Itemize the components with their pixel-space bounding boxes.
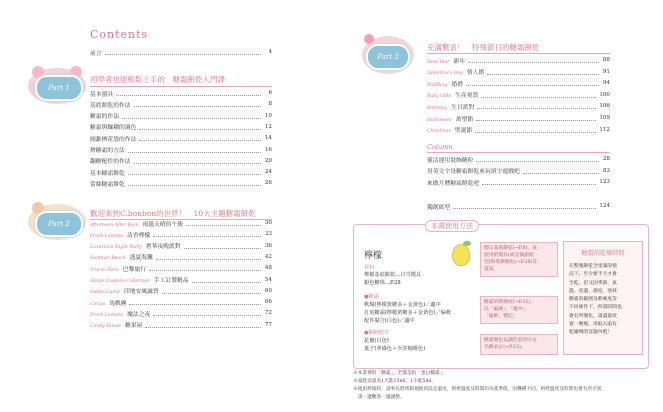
- toc-entry-title: [90, 122, 136, 131]
- footnote-1: ※本書裡的「糖霜」，全都是指「蛋白糖霜」。: [353, 371, 447, 376]
- drying-time-line: 糖霜的範圍及軟硬度等: [569, 297, 617, 303]
- leader-dots: [128, 169, 261, 175]
- toc-entry-title: [90, 264, 146, 273]
- drying-time-box: [563, 241, 643, 355]
- leader-dots: [482, 179, 596, 185]
- toc-entry[interactable]: [90, 286, 272, 296]
- toc-entry-english: Trip to Paris: [90, 267, 119, 273]
- toc-entry-label: 奢華夜晚派對: [145, 244, 181, 251]
- toc-page: 94: [602, 80, 610, 87]
- toc-page: 30: [264, 220, 272, 226]
- toc-entry-title: [427, 56, 465, 65]
- toc-entry[interactable]: [90, 156, 272, 166]
- part1-heading: 初學者也能輕鬆上手的 糖霜餅乾入門課: [90, 75, 225, 84]
- toc-entry[interactable]: [427, 55, 610, 65]
- toc-entry-title: [427, 67, 484, 76]
- toc-page: 6: [268, 90, 272, 96]
- toc-page: 24: [264, 169, 272, 176]
- part2-badge-label: Part 2: [35, 211, 83, 237]
- callout-line: 使用的模具(或是獨創紙: [484, 253, 534, 258]
- toc-page: 77: [264, 321, 272, 328]
- toc-entry[interactable]: [90, 167, 272, 177]
- toc-entry-label: 清香檸檬: [127, 232, 151, 239]
- toc-entry-title: [90, 286, 159, 295]
- fondant-label: ●翻糖配件: [364, 330, 390, 336]
- icing-label: ●糖霜: [364, 294, 379, 300]
- toc-entry-title: [90, 156, 131, 165]
- toc-entry-english: Birthday: [427, 105, 448, 111]
- toc-entry-title: [90, 134, 136, 143]
- toc-entry[interactable]: [90, 133, 272, 143]
- divider: [427, 152, 610, 153]
- toc-entry-english: Fresh Lemons: [90, 312, 124, 318]
- toc-entry-title: [427, 178, 479, 187]
- toc-entry[interactable]: [90, 99, 272, 109]
- lemon-icon: [452, 244, 470, 266]
- toc-entry-label: 翻糖配件的作法: [90, 159, 131, 166]
- fondant-line-1: 花瓣(白色): [364, 338, 389, 344]
- toc-entry-label: 糖霜與麵糊的調色: [90, 125, 137, 132]
- toc-entry-title: [90, 145, 125, 154]
- drying-time-line: 況下，至少要半天才會: [569, 272, 617, 278]
- toc-entry-title: [90, 219, 183, 228]
- toc-page: 54: [264, 276, 272, 283]
- toc-entry[interactable]: [427, 90, 610, 100]
- footnote-3: ※使用烤箱時，請事先將烤箱預熱到設定溫度，烘烤溫度及時間均為基準值，因機種不同，烘烤溫度及時間也會有所差異，: [353, 387, 607, 392]
- toc-page: 72: [264, 310, 272, 317]
- toc-entry-label: 萬聖節: [455, 116, 474, 123]
- part1-badge: [22, 66, 92, 108]
- toc-preface[interactable]: [90, 47, 272, 57]
- toc-entry-title: [90, 179, 125, 188]
- toc-entry[interactable]: [90, 241, 272, 251]
- toc-entry-english: Halloween: [427, 117, 452, 123]
- toc-page: 12: [264, 123, 272, 130]
- toc-page: 91: [602, 68, 610, 75]
- toc-entry-label: 糖霜的作法: [90, 114, 119, 121]
- leader-dots: [184, 243, 261, 249]
- footnote-4: 請一邊觀察一邊調整。: [353, 395, 405, 400]
- toc-entry[interactable]: [427, 101, 610, 111]
- leader-dots: [477, 103, 596, 109]
- leader-dots: [476, 156, 599, 162]
- sample-title: 檸檬: [364, 251, 383, 261]
- drying-time-title: 糖霜的乾燥時間: [581, 250, 625, 257]
- leader-dots: [466, 80, 599, 86]
- toc-entry-title: [427, 125, 472, 134]
- toc-entry-title: [90, 89, 113, 98]
- toc-page: 88: [602, 57, 610, 63]
- toc-entry[interactable]: [90, 275, 272, 285]
- callout-color-name: [480, 334, 558, 355]
- column-label: Column: [427, 143, 453, 151]
- toc-page: 42: [264, 253, 272, 260]
- toc-entry-label: 聖誕節: [454, 128, 473, 135]
- materials-label: 材料: [364, 265, 375, 271]
- toc-page: 66: [264, 299, 272, 306]
- drying-time-line: 置一晚後，再取入貼有: [569, 322, 617, 328]
- toc-entry[interactable]: [90, 122, 272, 132]
- toc-entry[interactable]: [90, 320, 272, 330]
- leader-dots: [128, 180, 261, 186]
- toc-entry-title: [90, 298, 126, 307]
- leader-dots: [453, 203, 596, 209]
- leader-dots: [139, 135, 261, 141]
- callout-line: 標示基底餅乾(→P.8)，並: [484, 246, 537, 251]
- toc-entry-label: 魔法之夜: [127, 311, 151, 318]
- toc-entry[interactable]: [90, 263, 272, 273]
- toc-entry-label: 靈活運用裝飾糖粒: [427, 157, 474, 164]
- toc-entry-english: Wedding: [427, 82, 448, 88]
- leader-dots: [145, 322, 261, 328]
- toc-entry-title: [427, 79, 463, 88]
- toc-page: 48: [264, 265, 272, 272]
- callout-line: 糖霜的軟硬度(→P.11)，: [484, 300, 536, 305]
- leader-dots: [468, 57, 599, 63]
- toc-entry-english: Haute Couture Collection: [90, 279, 150, 284]
- callout-line: 「偏軟」標記。: [484, 314, 518, 319]
- toc-entry[interactable]: [90, 229, 272, 239]
- toc-page: 10: [264, 112, 272, 119]
- toc-entry[interactable]: [427, 113, 610, 123]
- toc-entry-title: [427, 166, 520, 175]
- icing-line-1: 軟線(檸檬黃糖多＋金黃色)／適中: [364, 302, 441, 308]
- leader-dots: [116, 90, 261, 96]
- toc-page: 60: [264, 287, 272, 294]
- toc-entry-label: 蕾絲糖霜餅乾: [90, 181, 125, 188]
- toc-entry-label: 情人節: [466, 70, 485, 77]
- toc-entry-title: [90, 320, 142, 329]
- toc-page: 20: [264, 157, 272, 164]
- part3-heading: 充滿驚喜！ 特殊節日的糖霜餅乾: [427, 43, 540, 52]
- toc-page: 83: [602, 167, 610, 174]
- toc-entry-english: Baby Gifts: [427, 94, 452, 100]
- toc-entry[interactable]: [90, 308, 272, 318]
- toc-entry-label: 基底餅乾的作法: [90, 102, 131, 109]
- toc-page: 28: [602, 156, 610, 162]
- toc-entry[interactable]: [427, 154, 610, 164]
- toc-entry-title: [427, 155, 473, 164]
- callout-line: 名稱表示(→P.13)。: [484, 345, 526, 350]
- part1-badge-label: Part 1: [35, 75, 83, 101]
- callout-base-cookie: [480, 242, 558, 277]
- drying-time-line: 全乾。但又因季節、氣: [569, 280, 617, 286]
- icing-line-2: 打底糖霜(檸檬黃糖多＋金黃色)／偏軟: [364, 310, 452, 316]
- toc-entry[interactable]: [90, 178, 272, 188]
- toc-entry-english: Valentine's Day: [427, 71, 463, 77]
- callout-line: 以「偏硬」、「適中」、: [484, 307, 530, 312]
- leader-dots: [134, 101, 261, 107]
- leader-dots: [156, 254, 261, 260]
- toc-entry-label: 圓錐擠花袋的作法: [90, 136, 137, 143]
- toc-entry-label: 用英文字母糖霜餅乾來玩填字遊戲吧: [427, 169, 520, 176]
- leader-dots: [122, 113, 261, 119]
- toc-entry-label: 雨過天晴的午後: [142, 221, 184, 228]
- toc-entry-title: [427, 90, 478, 99]
- toc-entry-english: New Year: [427, 59, 450, 65]
- toc-entry-english: Candy House: [90, 324, 122, 330]
- toc-preface-label: 前言: [90, 50, 102, 57]
- materials-line-2: 銀色糖珠…P.28: [364, 280, 401, 286]
- drying-time-line: 乾燥劑的容器內吧！: [569, 330, 613, 336]
- toc-entry-label: 新年: [453, 58, 466, 65]
- toc-template[interactable]: [427, 201, 610, 211]
- part2-badge: [22, 202, 92, 244]
- leader-dots: [149, 265, 261, 271]
- toc-entry[interactable]: [427, 78, 610, 88]
- drying-time-text: [564, 263, 642, 338]
- toc-entry-english: Christmas: [427, 129, 451, 135]
- part3-badge: [358, 34, 418, 76]
- toc-page: 106: [599, 103, 610, 110]
- toc-page: 124: [599, 203, 610, 209]
- toc-entry-label: 擠糖霜的方法: [90, 148, 125, 154]
- toc-entry[interactable]: [90, 218, 272, 228]
- toc-entry-title: [90, 230, 150, 239]
- leader-dots: [523, 168, 599, 174]
- leader-dots: [105, 49, 261, 55]
- fondant-line-2: 葉子(翠綠色＋少許咖啡色): [364, 346, 426, 352]
- callout-line: 糖霜顏色以調色前的中文: [484, 338, 537, 343]
- toc-entry[interactable]: [427, 177, 610, 187]
- usage-guide-title: 本書使用方法: [425, 220, 479, 232]
- toc-entry-title: [90, 168, 125, 177]
- leader-dots: [139, 124, 261, 130]
- drying-time-line: 在整塊餅乾全塗滿的情: [569, 264, 617, 269]
- toc-entry-english: Fresh Lemons: [90, 233, 124, 239]
- toc-entry-label: 來做月曆糖霜餅乾吧: [427, 180, 480, 187]
- callout-line: 資訊。: [484, 267, 499, 272]
- leader-dots: [487, 69, 599, 75]
- toc-entry-label: 巴黎旅行: [122, 266, 147, 273]
- leader-dots: [153, 310, 261, 316]
- toc-entry[interactable]: [90, 111, 272, 121]
- toc-entry-label: 基本器具: [90, 91, 114, 98]
- toc-entry-label: 印地安風露營: [123, 289, 159, 296]
- contents-title: Contents: [90, 28, 149, 41]
- drying-time-line: 溫、室溫、濕度，塗抹: [569, 288, 617, 294]
- toc-entry-label: 生日派對: [451, 104, 475, 111]
- toc-page: 36: [264, 242, 272, 249]
- toc-entry-english: Afternoon After Rain: [90, 222, 139, 228]
- toc-page: 16: [264, 146, 272, 153]
- footnote-2: ※量匙容量為1大匙15ml、1小匙5ml。: [353, 379, 437, 384]
- part2-heading: 歡迎來到C.bonbon的世界！ 10大主題糖霜餅乾: [90, 209, 256, 218]
- toc-page: 33: [264, 231, 272, 238]
- leader-dots: [476, 115, 596, 121]
- toc-entry[interactable]: [90, 88, 272, 98]
- toc-entry-english: Summer Beach: [90, 256, 126, 262]
- leader-dots: [481, 92, 596, 98]
- toc-entry-label: 生產祝賀: [455, 93, 479, 100]
- leader-dots: [134, 158, 261, 164]
- toc-entry-label: 盛夏海灘: [129, 255, 153, 262]
- leader-dots: [128, 147, 261, 153]
- toc-entry-title: [427, 114, 473, 123]
- toc-page: 112: [599, 126, 610, 133]
- divider: [90, 86, 272, 87]
- toc-entry[interactable]: [90, 145, 272, 155]
- toc-entry[interactable]: [427, 166, 610, 176]
- leader-dots: [192, 277, 262, 283]
- toc-entry-label: 糖果屋: [125, 323, 143, 330]
- toc-page: 8: [268, 101, 272, 108]
- part3-badge-label: Part 3: [366, 44, 410, 70]
- toc-entry-english: Indian Camp: [90, 290, 120, 296]
- toc-entry[interactable]: [90, 252, 272, 262]
- toc-entry-title: [90, 252, 153, 261]
- toc-template-label: 獨創紙型: [427, 204, 451, 211]
- toc-entry[interactable]: [427, 125, 610, 135]
- drying-time-line: 不同條件下，所需時間也: [569, 305, 622, 311]
- divider: [427, 53, 610, 54]
- leader-dots: [162, 288, 261, 294]
- toc-entry-label: 婚禮: [451, 81, 463, 88]
- toc-entry-label: 馬戲團: [109, 300, 127, 307]
- callout-icing-consistency: [480, 296, 558, 324]
- icing-line-3: 配件黏合(白色)／適中: [364, 318, 415, 324]
- toc-entry-title: [90, 309, 150, 318]
- toc-entry-english: Circus: [90, 301, 106, 307]
- toc-page: 14: [264, 135, 272, 142]
- leader-dots: [129, 299, 261, 305]
- toc-page: 100: [599, 91, 610, 98]
- toc-entry-label: 基本糖霜餅乾: [90, 170, 125, 177]
- toc-entry-title: [90, 100, 131, 109]
- toc-page: 109: [599, 115, 610, 121]
- toc-entry-english: Luxurious Night Party: [90, 245, 142, 251]
- toc-entry-title: [90, 241, 181, 250]
- toc-entry-label: 手工訂製精品: [153, 278, 189, 284]
- toc-page: 26: [264, 180, 272, 187]
- toc-entry[interactable]: [90, 297, 272, 307]
- materials-line-1: 檸檬基底餅乾…白雪模具: [364, 272, 422, 278]
- toc-entry-title: [427, 102, 474, 111]
- callout-line: 型)和裝飾糖粒(→P.28)等: [484, 260, 538, 265]
- toc-entry-title: [90, 275, 189, 284]
- flower-icon: [364, 34, 374, 44]
- toc-page: 123: [599, 179, 610, 186]
- leader-dots: [475, 127, 596, 133]
- leader-dots: [186, 220, 261, 226]
- drying-time-line: 會有所變化，請盡量放: [569, 313, 617, 319]
- toc-entry-title: [90, 111, 119, 120]
- toc-page: 4: [268, 49, 272, 55]
- toc-entry[interactable]: [427, 67, 610, 77]
- leaf-icon: [463, 241, 471, 246]
- leader-dots: [153, 231, 261, 237]
